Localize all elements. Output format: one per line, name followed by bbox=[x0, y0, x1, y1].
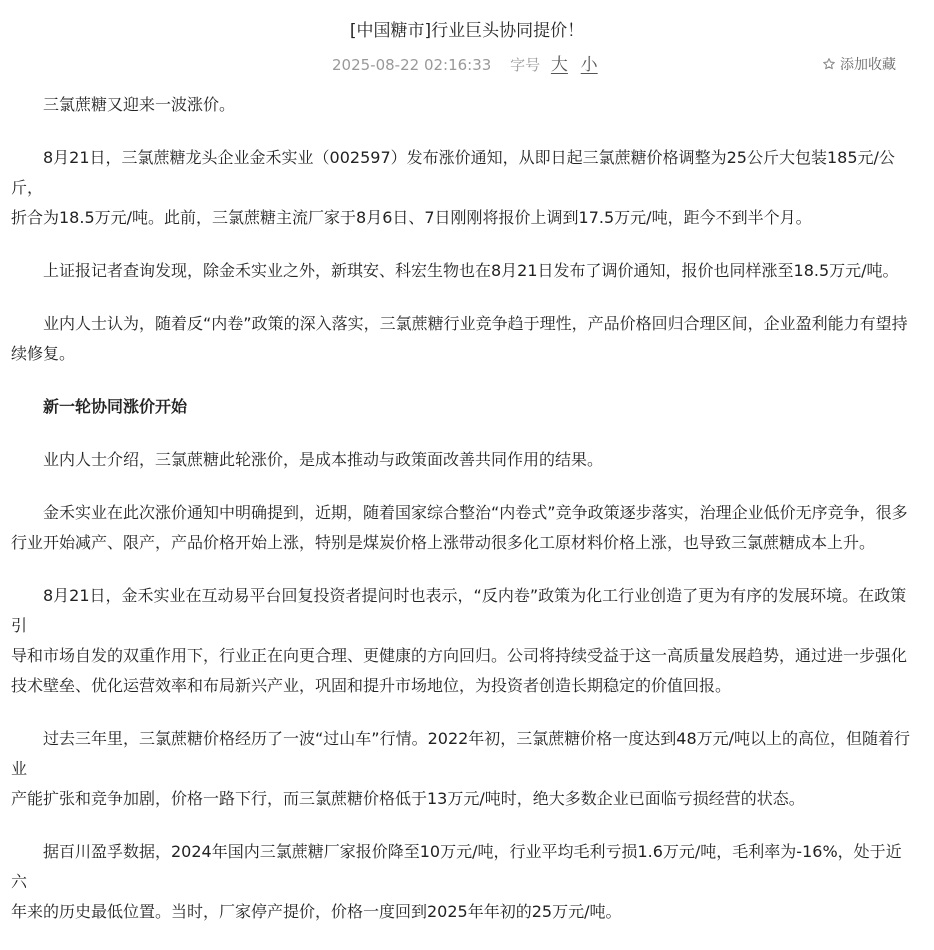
article-paragraph: 过去三年里，三氯蔗糖价格经历了一波“过山车”行情。2022年初，三氯蔗糖价格一度达到48万元/吨以上的高位，但随着行业 产能扩张和竞争加剧，价格一路下行，而三氯蔗糖价格低于13万元/吨时，绝大多数企业已面临亏损经营的状态。 bbox=[11, 729, 911, 808]
font-large-button[interactable]: 大 bbox=[550, 55, 568, 75]
article-meta bbox=[0, 53, 934, 77]
article-paragraph: 业内人士认为，随着反“内卷”政策的深入落实，三氯蔗糖行业竞争趋于理性，产品价格回归合理区间，企业盈利能力有望持 续修复。 bbox=[11, 314, 908, 363]
article-paragraph: 据百川盈孚数据，2024年国内三氯蔗糖厂家报价降至10万元/吨，行业平均毛利亏损1.6万元/吨，毛利率为-16%，处于近六 年来的历史最低位置。当时，厂家停产提价，价格一度回到2025年年初的25万元/吨。 bbox=[11, 842, 902, 921]
article-title: [中国糖市]行业巨头协同提价！ bbox=[349, 21, 585, 41]
article-paragraph: 8月21日，金禾实业在互动易平台回复投资者提问时也表示，“反内卷”政策为化工行业创造了更为有序的发展环境。在政策引 导和市场自发的双重作用下，行业正在向更合理、更健康的方向回归。公司将持续受益于这一高质量发展趋势，通过进一步强化 技术壁垒、优化运营效率和布局新兴产业，巩固和提升市场地位，为投资者创造长期稳定的价值回报。 bbox=[11, 586, 908, 695]
article-paragraph: 8月21日，三氯蔗糖龙头企业金禾实业（002597）发布涨价通知，从即日起三氯蔗糖价格调整为25公斤大包装185元/公斤， 折合为18.5万元/吨。此前，三氯蔗糖主流厂家于8月6日、7日刚刚将报价上调到17.5万元/吨，距今不到半个月。 bbox=[11, 148, 895, 227]
article-paragraph: 金禾实业在此次涨价通知中明确提到，近期，随着国家综合整治“内卷式”竞争政策逐步落实，治理企业低价无序竞争，很多 行业开始减产、限产，产品价格开始上涨，特别是煤炭价格上涨带动很多化工原材料价格上涨，也导致三氯蔗糖成本上升。 bbox=[11, 503, 908, 552]
article-paragraph: 业内人士介绍，三氯蔗糖此轮涨价，是成本推动与政策面改善共同作用的结果。 bbox=[43, 450, 604, 469]
article-paragraph: 上证报记者查询发现，除金禾实业之外，新琪安、科宏生物也在8月21日发布了调价通知，报价也同样涨至18.5万元/吨。 bbox=[43, 261, 899, 280]
add-favorite-button[interactable] bbox=[822, 53, 896, 77]
add-favorite-label: 添加收藏 bbox=[840, 57, 896, 73]
article-body bbox=[11, 90, 915, 950]
section-heading: 新一轮协同涨价开始 bbox=[43, 397, 188, 416]
font-size-label: 字号 bbox=[510, 56, 541, 74]
font-small-button[interactable]: 小 bbox=[580, 55, 598, 75]
article-paragraph: 三氯蔗糖又迎来一波涨价。 bbox=[43, 95, 236, 114]
publish-date: 2025-08-22 02:16:33 bbox=[332, 56, 492, 74]
star-icon bbox=[822, 57, 836, 71]
meta-info bbox=[332, 53, 606, 77]
